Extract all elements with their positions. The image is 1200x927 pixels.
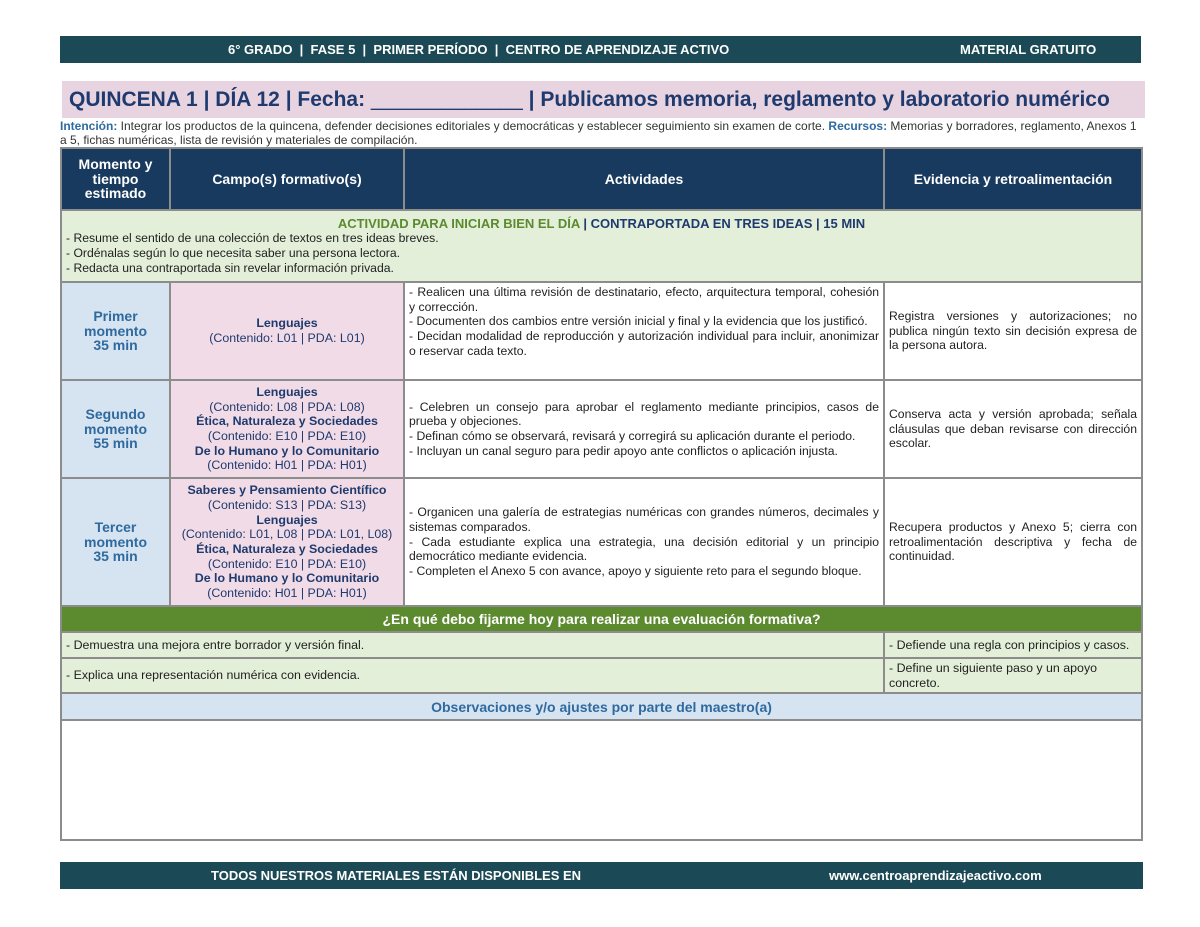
page-title — [62, 81, 1145, 118]
start-item: - Ordénalas según lo que necesita saber una persona lectora. — [66, 246, 401, 260]
resources-label: Recursos: — [828, 119, 888, 133]
moment-label: Tercer momento 35 min — [61, 478, 170, 606]
start-activity-title: ACTIVIDAD PARA INICIAR BIEN EL DÍA | CONTRAPORTADA EN TRES IDEAS | 15 MIN — [337, 215, 866, 231]
activity-item: - Incluyan un canal seguro para pedir apoyo ante conflictos o aplicación injusta. — [409, 443, 838, 458]
activities-cell — [404, 282, 884, 380]
campo-name: Lenguajes — [256, 512, 318, 527]
campo-content: (Contenido: L08 | PDA: L08) — [209, 399, 365, 414]
start-activity-row — [61, 210, 1142, 282]
campo-name: Ética, Naturaleza y Sociedades — [196, 414, 378, 429]
start-activity-cell — [61, 210, 1142, 282]
criterion-item: - Define un siguiente paso y un apoyo concreto. — [884, 658, 1142, 693]
campo-content: (Contenido: S13 | PDA: S13) — [207, 497, 367, 512]
intent-label: Intención: — [60, 119, 118, 133]
observations-header-row — [61, 693, 1142, 720]
campo-cell — [170, 380, 404, 478]
campo-cell — [170, 478, 404, 606]
campo-name: Saberes y Pensamiento Científico — [187, 483, 387, 498]
campo-content: (Contenido: L01 | PDA: L01) — [209, 331, 365, 345]
col-header-campo: Campo(s) formativo(s) — [170, 148, 404, 210]
activity-item: - Documenten dos cambios entre versión inicial y final y la evidencia que los justificó. — [409, 314, 868, 329]
moment-row-1 — [61, 282, 1142, 380]
activities-cell — [404, 478, 884, 606]
observations-body-row — [61, 720, 1142, 840]
observations-input-area[interactable] — [61, 720, 1142, 840]
activity-item: - Completen el Anexo 5 con avance, apoyo y siguiente reto para el segundo bloque. — [409, 564, 862, 579]
criteria-row — [61, 632, 1142, 658]
moment-label: Primer momento 35 min — [61, 282, 170, 380]
campo-name: Lenguajes — [256, 316, 318, 331]
header-bar — [60, 36, 1141, 63]
footer-link[interactable]: www.centroaprendizajeactivo.com — [829, 868, 1042, 883]
moment-label: Segundo momento 55 min — [61, 380, 170, 478]
criterion-item: - Demuestra una mejora entre borrador y versión final. — [61, 632, 884, 658]
campo-content: (Contenido: E10 | PDA: E10) — [207, 429, 367, 443]
start-item: - Redacta una contraportada sin revelar información privada. — [66, 260, 394, 275]
footer-bar — [60, 862, 1143, 889]
moment-row-2 — [61, 380, 1142, 478]
intent-text — [60, 119, 1145, 147]
moment-row-3 — [61, 478, 1142, 606]
resources-body: Memorias y borradores, reglamento, Anexos 1 a 5, fichas numéricas, lista de revisión y materiales de compilación. — [60, 119, 1137, 147]
activity-item: - Organicen una galería de estrategias numéricas con grandes números, decimales y sistemas comparados. — [409, 505, 879, 534]
footer-left-text: TODOS NUESTROS MATERIALES ESTÁN DISPONIBLES EN — [211, 868, 582, 883]
table-header-row — [61, 148, 1142, 210]
title-suffix: | Publicamos memoria, reglamento y laboratorio numérico — [522, 87, 1110, 111]
evidence-cell: Conserva acta y versión aprobada; señala cláusulas que deban revisarse con dirección escolar. — [884, 380, 1142, 478]
planning-table — [60, 147, 1143, 841]
col-header-momento: Momento y tiempo estimado — [61, 148, 170, 210]
campo-name: Lenguajes — [256, 384, 318, 399]
campo-name: Ética, Naturaleza y Sociedades — [196, 542, 378, 556]
col-header-actividades: Actividades — [404, 148, 884, 210]
campo-content: (Contenido: H01 | PDA: H01) — [207, 586, 367, 601]
formative-header-row — [61, 606, 1142, 632]
activity-item: - Definan cómo se observará, revisará y corregirá su aplicación durante el periodo. — [409, 429, 856, 443]
criterion-item: - Defiende una regla con principios y casos. — [884, 632, 1142, 658]
activities-cell — [404, 380, 884, 478]
campo-content: (Contenido: E10 | PDA: E10) — [207, 556, 367, 571]
intent-body: Integrar los productos de la quincena, defender decisiones editoriales y democráticas y establecer seguimiento sin examen de corte. — [117, 119, 829, 133]
formative-title: ¿En qué debo fijarme hoy para realizar una evaluación formativa? — [61, 606, 1142, 632]
criteria-row — [61, 658, 1142, 693]
campo-name: De lo Humano y lo Comunitario — [194, 443, 380, 458]
title-date-blank[interactable]: _____________ — [370, 87, 523, 111]
title-prefix: QUINCENA 1 | DÍA 12 | Fecha: — [69, 87, 371, 111]
criterion-item: - Explica una representación numérica con evidencia. — [61, 658, 884, 693]
campo-cell — [170, 282, 404, 380]
campo-content: (Contenido: L01, L08 | PDA: L01, L08) — [181, 527, 393, 542]
campo-name: De lo Humano y lo Comunitario — [194, 571, 380, 586]
evidence-cell: Recupera productos y Anexo 5; cierra con retroalimentación descriptiva y fecha de continuidad. — [884, 478, 1142, 606]
activity-item: - Celebren un consejo para aprobar el reglamento mediante principios, casos de prueba y objeciones. — [409, 399, 879, 429]
start-item: - Resume el sentido de una colección de textos en tres ideas breves. — [66, 231, 439, 246]
header-left-text: 6° GRADO | FASE 5 | PRIMER PERÍODO | CENTRO DE APRENDIZAJE ACTIVO — [228, 42, 730, 57]
activity-item: - Realicen una última revisión de destinatario, efecto, arquitectura temporal, cohesión y corrección. — [409, 285, 879, 314]
observations-title: Observaciones y/o ajustes por parte del maestro(a) — [61, 693, 1142, 720]
col-header-evidencia: Evidencia y retroalimentación — [884, 148, 1142, 210]
activity-item: - Decidan modalidad de reproducción y autorización individual para incluir, anonimizar o reservar cada texto. — [409, 329, 879, 358]
header-right-text: MATERIAL GRATUITO — [960, 42, 1097, 57]
campo-content: (Contenido: H01 | PDA: H01) — [207, 458, 367, 473]
activity-item: - Cada estudiante explica una estrategia, una decisión editorial y un principio democrático mediante evidencia. — [409, 534, 879, 564]
evidence-cell: Registra versiones y autorizaciones; no publica ningún texto sin decisión expresa de la persona autora. — [884, 282, 1142, 380]
